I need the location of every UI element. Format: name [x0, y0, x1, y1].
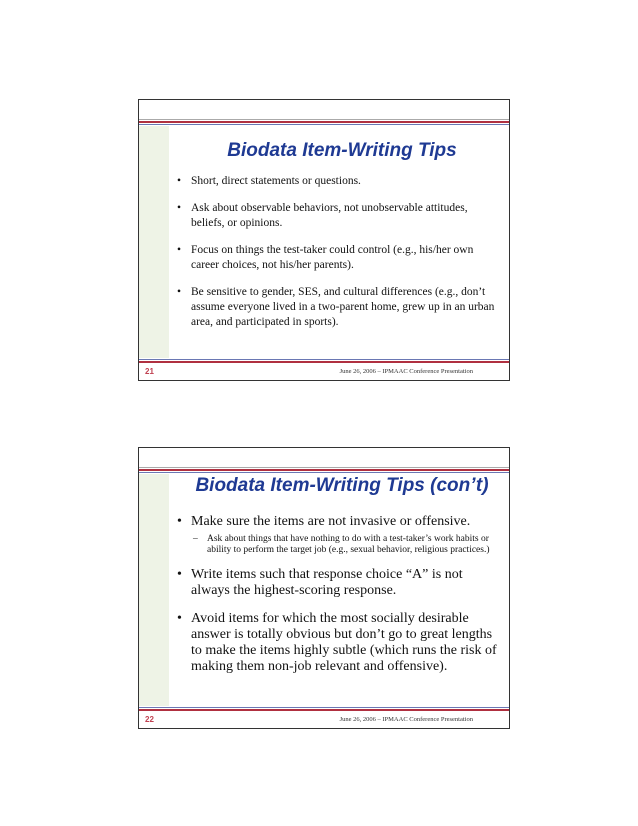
header-rule-red: [139, 469, 509, 471]
header-rule-red: [139, 121, 509, 123]
slide-title: Biodata Item-Writing Tips: [227, 140, 457, 161]
bullet-glyph: •: [177, 175, 182, 187]
footer-rule-red: [139, 709, 509, 711]
sub-bullet-item: – Ask about things that have nothing to do with a test-taker’s work habits or ability to perform the target job (e.g., sexual behavior, religious practices.): [193, 534, 490, 555]
left-stripe: [139, 126, 169, 358]
slide-header-band: [139, 100, 509, 120]
bullet-glyph: •: [177, 567, 182, 582]
bullet-item: • Ask about observable behaviors, not unobservable attitudes, beliefs, or opinions.: [177, 202, 468, 229]
bullet-item: • Be sensitive to gender, SES, and cultural differences (e.g., don’t assume everyone lived in a two-parent home, grew up in an urban area, and participated in sports).: [177, 286, 495, 328]
slide-footer: June 26, 2006 – IPMAAC Conference Presentation: [339, 368, 473, 375]
dash-glyph: –: [193, 534, 198, 544]
header-rule-blue: [139, 472, 509, 473]
bullet-glyph: •: [177, 244, 182, 256]
bullet-item: • Avoid items for which the most socially desirable answer is totally obvious but don’t go to great lengths to make the items highly subtle (which runs the risk of making them non-job relevant and offensive).: [177, 611, 497, 674]
footer-rule-blue: [139, 359, 509, 360]
bullet-item: • Write items such that response choice “A” is not always the highest-scoring response.: [177, 567, 463, 598]
slide-number: 22: [145, 715, 154, 724]
bullet-item: • Make sure the items are not invasive or offensive. – Ask about things that have nothing to do with a test-taker’s work habits or ability to perform the target job (e.g., sexual behavior, religious practices.): [177, 514, 501, 555]
footer-rule-blue: [139, 707, 509, 708]
bullet-glyph: •: [177, 514, 182, 529]
slide-footer: June 26, 2006 – IPMAAC Conference Presentation: [339, 716, 473, 723]
slide-header-band: [139, 448, 509, 468]
bullet-list: [177, 514, 501, 687]
slide-22: [138, 447, 510, 729]
bullet-glyph: •: [177, 286, 182, 298]
slide-21: [138, 99, 510, 381]
slide-number: 21: [145, 367, 154, 376]
left-stripe: [139, 474, 169, 706]
bullet-glyph: •: [177, 202, 182, 214]
header-rule-blue: [139, 124, 509, 125]
sub-bullet-list: [191, 534, 501, 555]
footer-rule-red: [139, 361, 509, 363]
bullet-list: [177, 174, 501, 342]
bullet-item: • Focus on things the test-taker could control (e.g., his/her own career choices, not his/her parents).: [177, 244, 474, 271]
slide-title: Biodata Item-Writing Tips (con’t): [195, 475, 489, 496]
bullet-item: • Short, direct statements or questions.: [177, 175, 361, 187]
bullet-glyph: •: [177, 611, 182, 626]
